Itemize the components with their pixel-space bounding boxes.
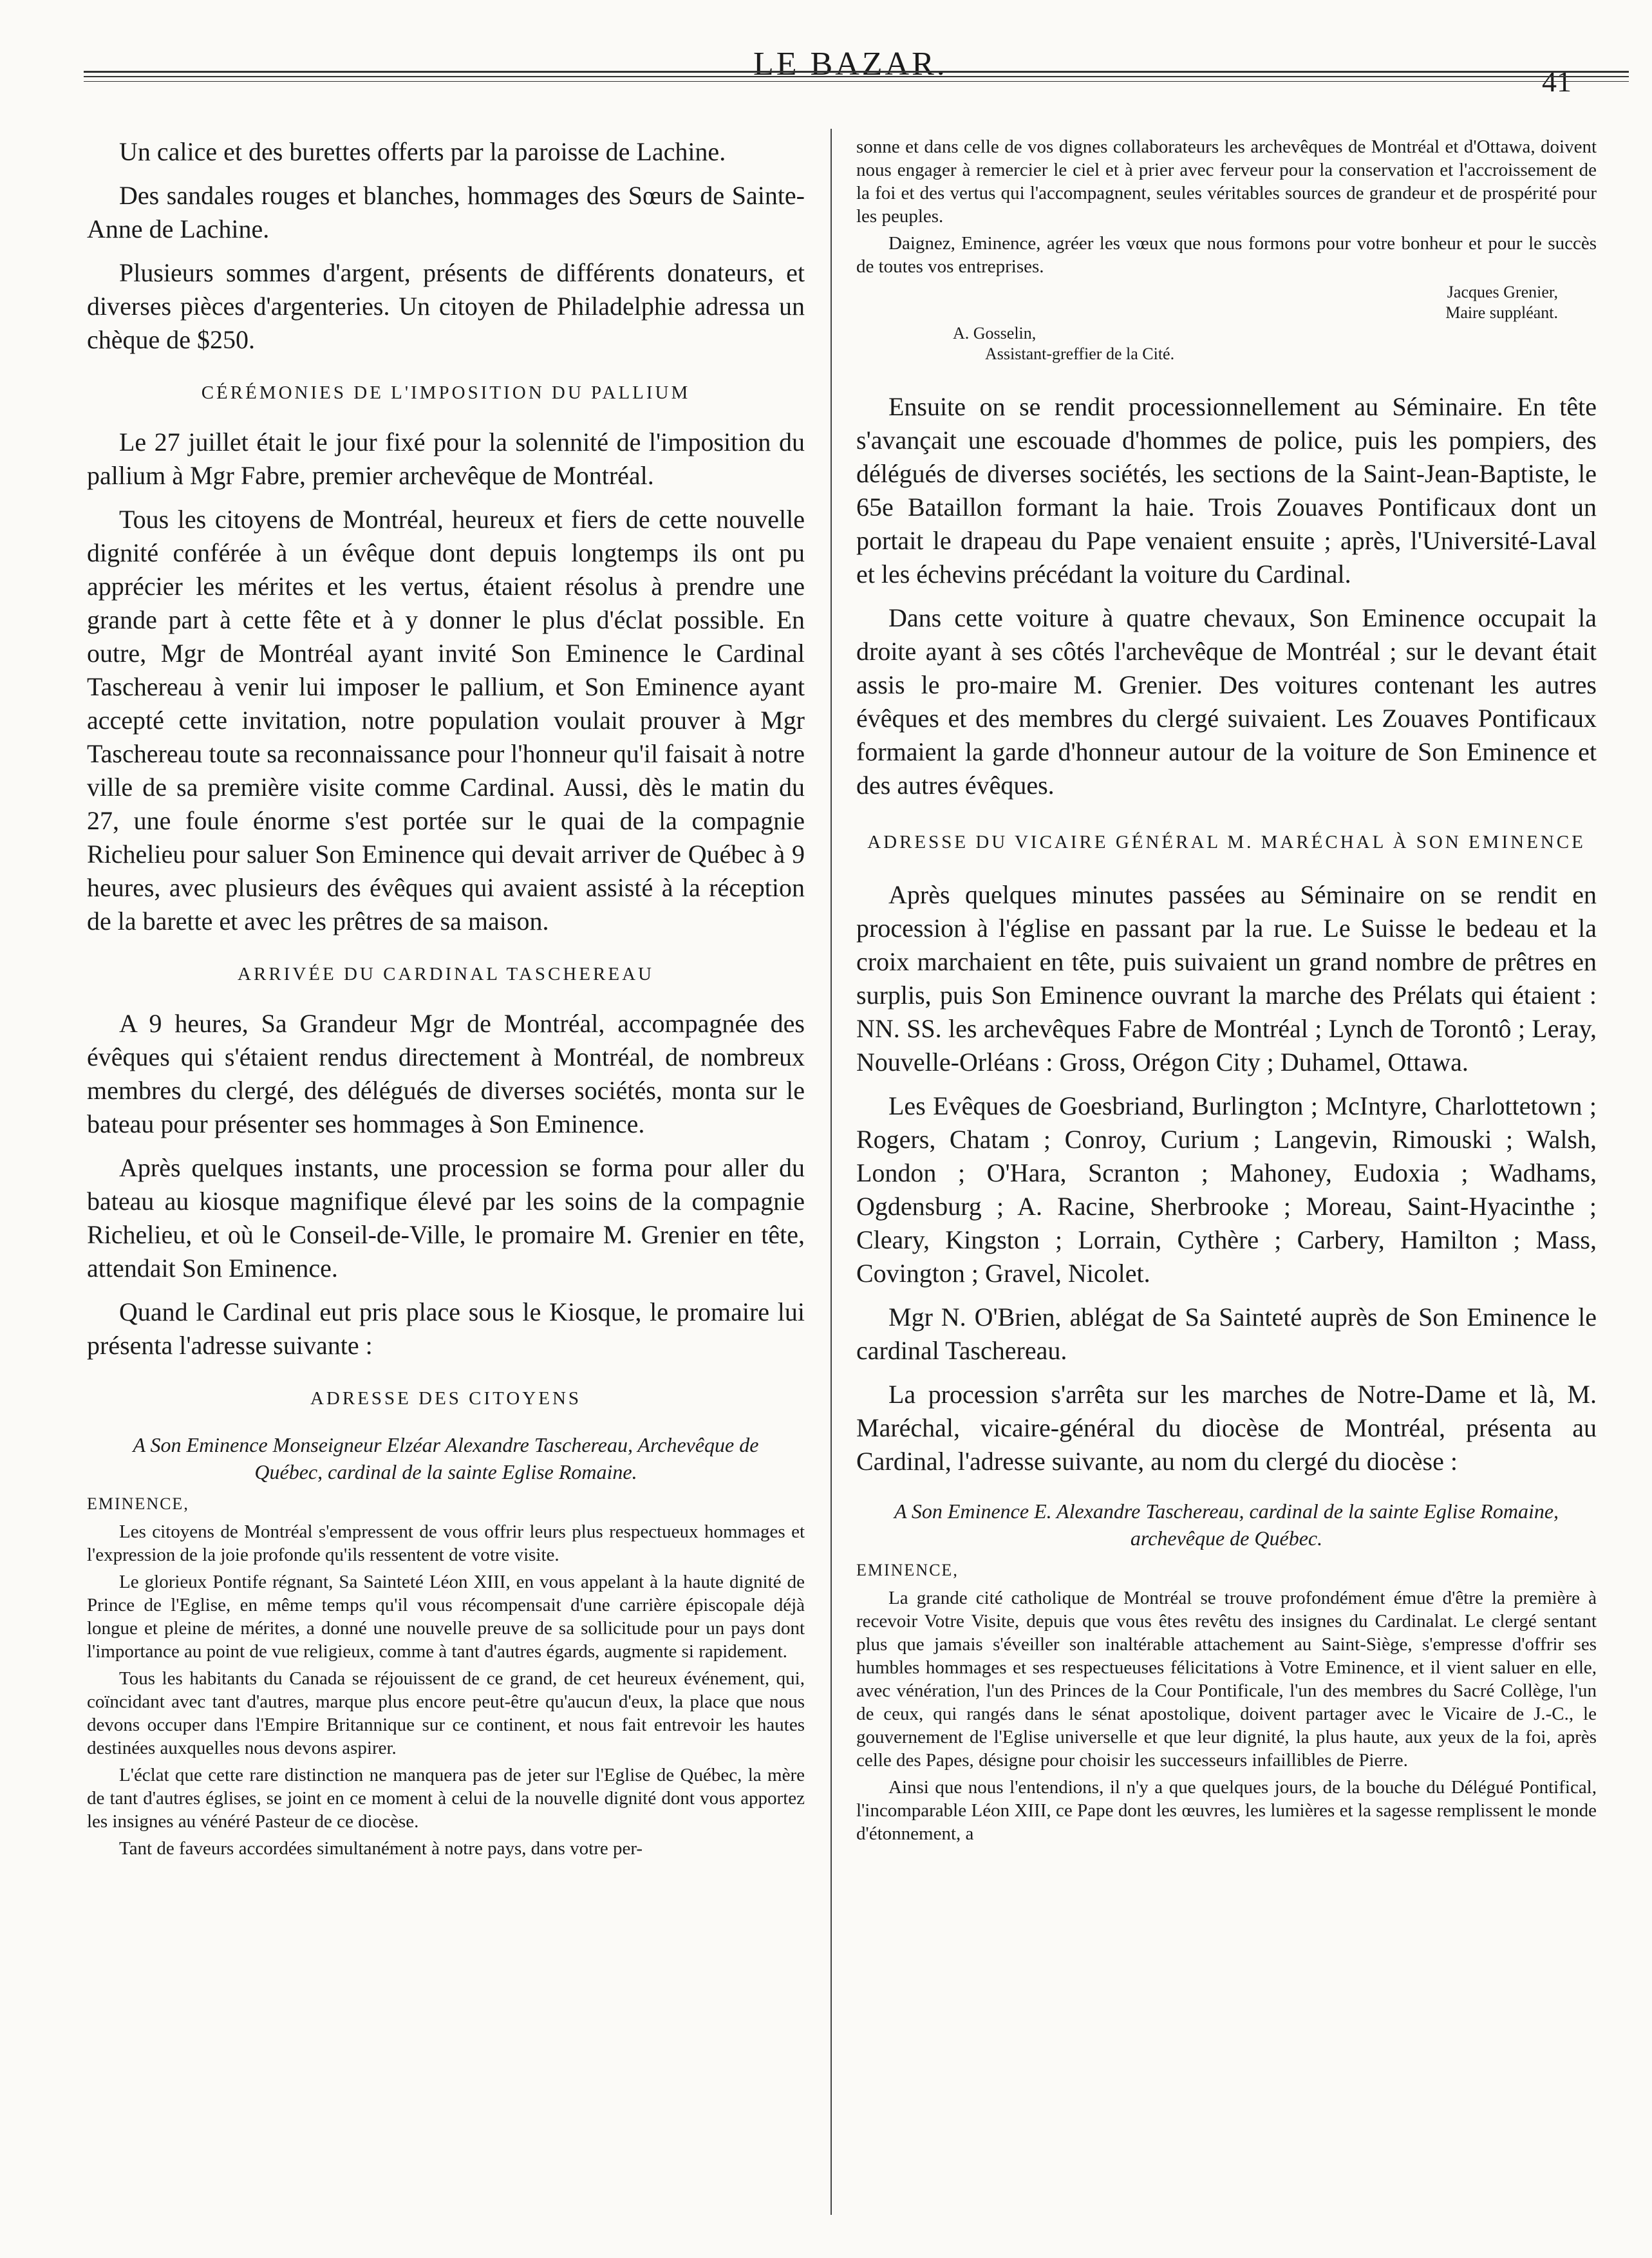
paragraph: Plusieurs sommes d'argent, présents de différents donateurs, et diverses pièces d'argenteries. Un citoyen de Philadelphie adressa un chèque de $250. — [87, 258, 805, 354]
address-salutation: A Son Eminence E. Alexandre Taschereau, cardinal de la sainte Eglise Romaine, archevêque de Québec. — [894, 1500, 1559, 1550]
citizens-address-continued — [856, 135, 1597, 278]
paragraph: Après quelques instants, une procession se forma pour aller du bateau au kiosque magnifique élevé par les soins de la compagnie Richelieu, et où le Conseil-de-Ville, le promaire M. Grenier en tête, attendait Son Eminence. — [87, 1153, 805, 1283]
paragraph: Ainsi que nous l'entendions, il n'y a que quelques jours, de la bouche du Délégué Pontifical, l'incomparable Léon XIII, ce Pape dont les œuvres, les lumières et la sagesse remplissent le monde d'étonnement, a — [856, 1777, 1597, 1844]
paragraph: Après quelques minutes passées au Séminaire on se rendit en procession à l'église en passant par la rue. Le Suisse le bedeau et la croix marchaient en tête, puis suivaient un grand nombre de prêtres en surplis, puis Son Eminence ouvrant la marche des Prélats qui étaient : NN. SS. les archevêques Fabre de Montréal ; Lynch de Torontô ; Leray, Nouvelle-Orléans : Gross, Orégon City ; Duhamel, Ottawa. — [856, 880, 1597, 1077]
address-salutation: A Son Eminence Monseigneur Elzéar Alexandre Taschereau, Archevêque de Québec, cardinal de la sainte Eglise Romaine. — [133, 1433, 759, 1483]
paragraph: Des sandales rouges et blanches, hommages des Sœurs de Sainte-Anne de Lachine. — [87, 181, 805, 243]
paragraph: Tous les citoyens de Montréal, heureux et fiers de cette nouvelle dignité conférée à un évêque dont depuis longtemps ils ont pu apprécier les mérites et les vertus, étaient résolus à prendre une grande part à cette fête et à y donner le plus d'éclat possible. En outre, Mgr de Montréal ayant invité Son Eminence le Cardinal Taschereau à venir lui imposer le pallium, et Son Eminence ayant accepté cette invitation, notre population voulait prouver à Mgr Taschereau toute sa reconnaissance pour l'honneur qu'il faisait à notre ville de sa première visite comme Cardinal. Aussi, dès le matin du 27, une foule énorme s'est portée sur le quai de la compagnie Richelieu pour saluer Son Eminence qui devait arriver de Québec à 9 heures, avec plusieurs des évêques qui avaient assisté à la réception de la barette et avec les prêtres de sa maison. — [87, 505, 805, 936]
paragraph: L'éclat que cette rare distinction ne manquera pas de jeter sur l'Eglise de Québec, la mère de tant d'autres églises, se joint en ce moment à celui de la nouvelle dignité dont vous apportez les insignes au vénéré Pasteur de ce diocèse. — [87, 1765, 805, 1832]
intro-section — [87, 135, 805, 357]
signature-title: Maire suppléant. — [1445, 303, 1558, 322]
clergy-address — [856, 1586, 1597, 1845]
paragraph: Tant de faveurs accordées simultanément à notre pays, dans votre per- — [119, 1838, 643, 1859]
section-heading: ARRIVÉE DU CARDINAL TASCHEREAU — [238, 964, 654, 984]
paragraph: Le 27 juillet était le jour fixé pour la solennité de l'imposition du pallium à Mgr Fabre, premier archevêque de Montréal. — [87, 428, 805, 490]
pallium-section — [87, 426, 805, 938]
paragraph: La procession s'arrêta sur les marches de Notre-Dame et là, M. Maréchal, vicaire-général du diocèse de Montréal, présenta au Cardinal, l'adresse suivante, au nom du clergé du diocèse : — [856, 1380, 1597, 1476]
page-number: 41 — [1542, 65, 1572, 98]
address-greeting: EMINENCE, — [856, 1561, 959, 1579]
arrivee-section — [87, 1007, 805, 1362]
running-title: LE BAZAR. — [753, 46, 948, 82]
citizens-address — [87, 1520, 805, 1860]
left-column — [87, 135, 805, 1864]
section-heading: ADRESSE DES CITOYENS — [310, 1388, 582, 1409]
column-divider — [831, 129, 832, 2215]
paragraph: A 9 heures, Sa Grandeur Mgr de Montréal, accompagnée des évêques qui s'étaient rendus directement à Montréal, de nombreux membres du clergé, des délégués de diverses sociétés, monta sur le bateau pour présenter ses hommages à Son Eminence. — [87, 1009, 805, 1138]
signature-block — [856, 282, 1597, 364]
procession-section — [856, 390, 1597, 802]
paragraph: Ensuite on se rendit processionnellement au Séminaire. En tête s'avançait une escouade d'hommes de police, puis les pompiers, des délégués de diverses sociétés, les sections de la Saint-Jean-Baptiste, le 65e Bataillon formant la haie. Trois Zouaves Pontificaux dont un portait le drapeau du Pape venaient ensuite ; après, l'Université-Laval et les échevins précédant la voiture du Cardinal. — [856, 392, 1597, 588]
paragraph: Le glorieux Pontife régnant, Sa Sainteté Léon XIII, en vous appelant à la haute dignité de Prince de l'Eglise, en même temps qu'il vous récompensait d'une carrière épiscopale déjà longue et pleine de mérites, a donné une nouvelle preuve de sa sollicitude pour un pays dont l'importance au point de vue religieux, comme à tant d'autres égards, augmente si rapidement. — [87, 1572, 805, 1662]
signature-name: Jacques Grenier, — [1447, 283, 1558, 301]
paragraph: Quand le Cardinal eut pris place sous le Kiosque, le promaire lui présenta l'adresse suivante : — [87, 1297, 805, 1360]
paragraph: Daignez, Eminence, agréer les vœux que nous formons pour votre bonheur et pour le succès de toutes vos entreprises. — [856, 233, 1597, 277]
address-greeting: EMINENCE, — [87, 1494, 189, 1513]
signature-title: Assistant-greffier de la Cité. — [985, 344, 1175, 363]
paragraph: Un calice et des burettes offerts par la paroisse de Lachine. — [119, 137, 726, 166]
paragraph: Les citoyens de Montréal s'empressent de vous offrir leurs plus respectueux hommages et l'expression de la joie profonde qu'ils ressentent de votre visite. — [87, 1521, 805, 1565]
paragraph: Dans cette voiture à quatre chevaux, Son Eminence occupait la droite ayant à ses côtés l'archevêque de Montréal ; sur le devant était assis le pro-maire M. Grenier. Des voitures contenant les autres évêques et des membres du clergé suivaient. Les Zouaves Pontificaux formaient la garde d'honneur autour de la voiture de Son Eminence et des autres évêques. — [856, 603, 1597, 800]
header-rule — [84, 81, 1629, 82]
header-rule — [84, 71, 1629, 73]
paragraph: Les Evêques de Goesbriand, Burlington ; McIntyre, Charlottetown ; Rogers, Chatam ; Conroy, Curium ; Langevin, Rimouski ; Walsh, London ; O'Hara, Scranton ; Mahoney, Eudoxia ; Wadhams, Ogdensburg ; A. Racine, Sherbrooke ; Moreau, Saint-Hyacinthe ; Cleary, Kingston ; Lorrain, Cythère ; Carbery, Hamilton ; Mass, Covington ; Gravel, Nicolet. — [856, 1091, 1597, 1288]
header-rule — [84, 76, 1629, 77]
paragraph: La grande cité catholique de Montréal se trouve profondément émue d'être la première à recevoir Votre Visite, depuis que vous êtes revêtu des insignes du Cardinalat. Le clergé sentant plus que jamais s'éveiller son inaltérable attachement au Saint-Siège, s'empresse d'offrir ses humbles hommages et ses respectueuses félicitations à Votre Eminence, et il vient saluer en elle, avec vénération, l'un des Princes de la Cour Pontificale, l'un des membres du Sacré Collège, l'un de ceux, qui rangés dans le sénat apostolique, doivent partager avec le Vicaire de J.-C., le gouvernement de l'Eglise universelle et que leur dignité, la plus haute, aux yeux de la foi, après celle des Papes, désigne pour choisir les successeurs infaillibles de Pierre. — [856, 1588, 1597, 1771]
section-heading: CÉRÉMONIES DE L'IMPOSITION DU PALLIUM — [201, 382, 691, 403]
signature-name: A. Gosselin, — [953, 324, 1037, 343]
paragraph: Mgr N. O'Brien, ablégat de Sa Sainteté auprès de Son Eminence le cardinal Taschereau. — [856, 1303, 1597, 1365]
section-heading: ADRESSE DU VICAIRE GÉNÉRAL M. MARÉCHAL À SON EMINENCE — [867, 832, 1586, 852]
paragraph: sonne et dans celle de vos dignes collaborateurs les archevêques de Montréal et d'Ottawa, doivent nous engager à remercier le ciel et à prier avec ferveur pour la conservation et l'accroissement de la foi et des vertus qui l'accompagnent, seules véritables sources de grandeur et de prospérité pour les peuples. — [856, 136, 1597, 227]
vicaire-section — [856, 878, 1597, 1478]
paragraph: Tous les habitants du Canada se réjouissent de ce grand, de cet heureux événement, qui, coïncidant avec tant d'autres, marque plus encore peut-être qu'aucun d'eux, la place que nous devons occuper dans l'Empire Britannique sur ce continent, et nous fait entrevoir les hautes destinées auxquelles nous devons aspirer. — [87, 1668, 805, 1758]
right-column — [856, 135, 1597, 1849]
